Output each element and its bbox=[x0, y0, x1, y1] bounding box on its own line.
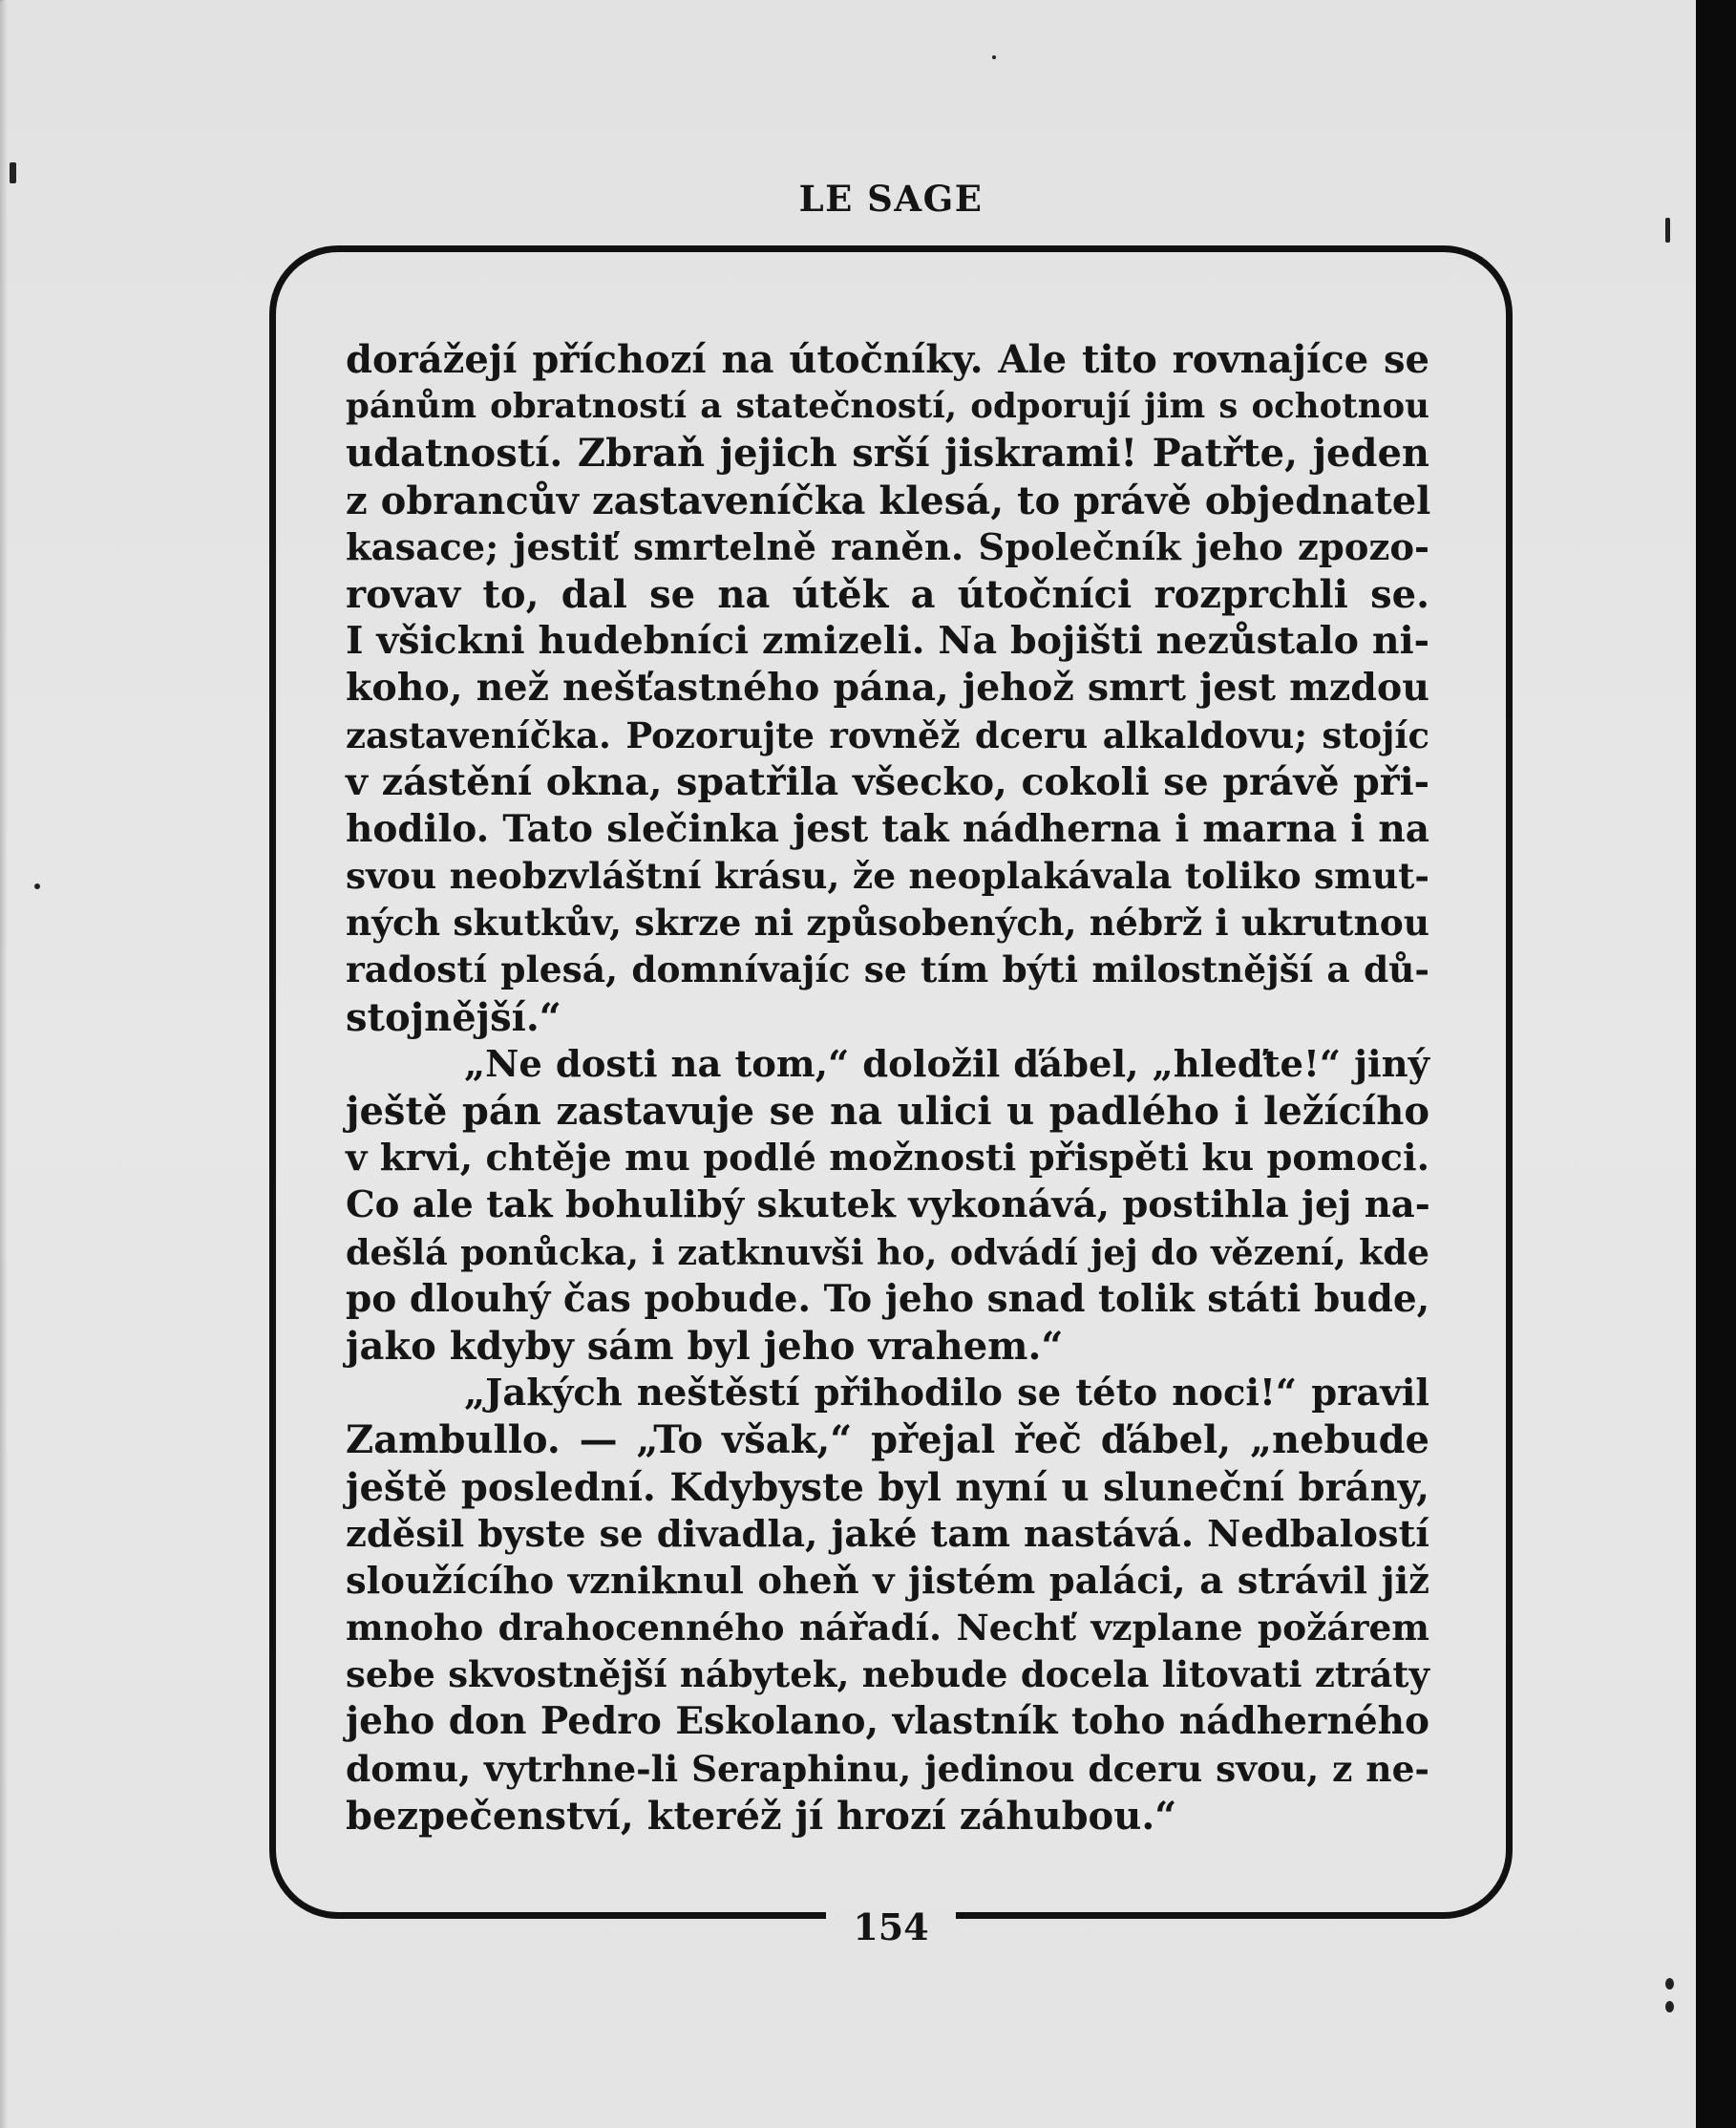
text-line: Co ale tak bohulibý skutek vykonává, postihla jej na- bbox=[346, 1183, 1430, 1227]
text-line: zděsil byste se divadla, jaké tam nastává. Nedbalostí bbox=[346, 1512, 1429, 1556]
text-line: koho, než nešťastného pána, jehož smrt jest mzdou bbox=[346, 666, 1429, 711]
text-line: ještě pán zastavuje se na ulici u padlého i ležícího bbox=[346, 1089, 1429, 1134]
text-line: radostí plesá, domnívajíc se tím býti milostnější a dů- bbox=[346, 948, 1429, 991]
text-line: jeho don Pedro Eskolano, vlastník toho nádherného bbox=[346, 1699, 1429, 1744]
text-line: rovav to, dal se na útěk a útočníci rozprchli se. bbox=[346, 571, 1429, 617]
text-line: I všickni hudebníci zmizeli. Na bojišti nezůstalo ni- bbox=[346, 619, 1429, 664]
speck bbox=[1665, 2001, 1674, 2012]
text-line: zastaveníčka. Pozorujte rovněž dceru alkaldovu; stojíc bbox=[346, 713, 1429, 756]
text-line: ných skutkův, skrze ni způsobených, nébrž i ukrutnou bbox=[346, 902, 1429, 945]
speck bbox=[34, 883, 40, 889]
running-head: LE SAGE bbox=[798, 178, 984, 220]
text-line: udatností. Zbraň jejich srší jiskrami! Patřte, jeden bbox=[346, 431, 1429, 477]
text-line: ještě poslední. Kdybyste byl nyní u sluneční brány, bbox=[346, 1464, 1429, 1510]
text-line: bezpečenství, kteréž jí hrozí záhubou.“ bbox=[346, 1793, 1177, 1839]
text-line: hodilo. Tato slečinka jest tak nádherna i marna i na bbox=[346, 806, 1429, 851]
page-edge-shadow bbox=[0, 0, 8, 2128]
text-line: sloužícího vzniknul oheň v jistém paláci, a strávil již bbox=[346, 1559, 1429, 1603]
page-number: 154 bbox=[826, 1906, 955, 1948]
text-line: sebe skvostnější nábytek, nebude docela litovati ztráty bbox=[346, 1653, 1429, 1696]
text-line: dorážejí příchozí na útočníky. Ale tito rovnajíce se bbox=[346, 337, 1429, 382]
speck bbox=[992, 55, 996, 59]
speck bbox=[10, 162, 16, 183]
page-number-wrap bbox=[0, 1906, 1736, 1948]
text-line: pánům obratností a statečností, odporují jim s ochotnou bbox=[346, 387, 1429, 427]
speck bbox=[1665, 1978, 1674, 1990]
text-line: stojnější.“ bbox=[346, 994, 561, 1040]
text-line: v zástění okna, spatřila všecko, cokoli se právě při- bbox=[346, 759, 1429, 804]
text-line: „Jakých neštěstí přihodilo se této noci!“ pravil bbox=[464, 1372, 1429, 1415]
text-line: svou neobzvláštní krásu, že neoplakávala toliko smut- bbox=[346, 855, 1429, 898]
text-line: dešlá ponůcka, i zatknuvši ho, odvádí jej do vězení, kde bbox=[346, 1231, 1429, 1273]
text-line: z obrancův zastaveníčka klesá, to právě objednatel bbox=[346, 478, 1431, 523]
text-line: v krvi, chtěje mu podlé možnosti přispěti ku pomoci. bbox=[346, 1137, 1429, 1181]
text-line: po dlouhý čas pobude. To jeho snad tolik státi bude, bbox=[346, 1276, 1430, 1321]
text-line: jako kdyby sám byl jeho vrahem.“ bbox=[346, 1323, 1064, 1369]
text-line: mnoho drahocenného nářadí. Nechť vzplane požárem bbox=[346, 1607, 1429, 1649]
text-line: „Ne dosti na tom,“ doložil ďábel, „hleďte!“ jiný bbox=[464, 1042, 1429, 1086]
speck bbox=[1665, 218, 1670, 243]
text-line: domu, vytrhne-li Seraphinu, jedinou dceru svou, z ne- bbox=[346, 1747, 1429, 1790]
body-text bbox=[346, 336, 1429, 1840]
text-line: kasace; jestiť smrtelně raněn. Společník jeho zpozo- bbox=[346, 525, 1429, 569]
text-line: Zambullo. — „To však,“ přejal řeč ďábel, „nebude bbox=[346, 1417, 1429, 1463]
